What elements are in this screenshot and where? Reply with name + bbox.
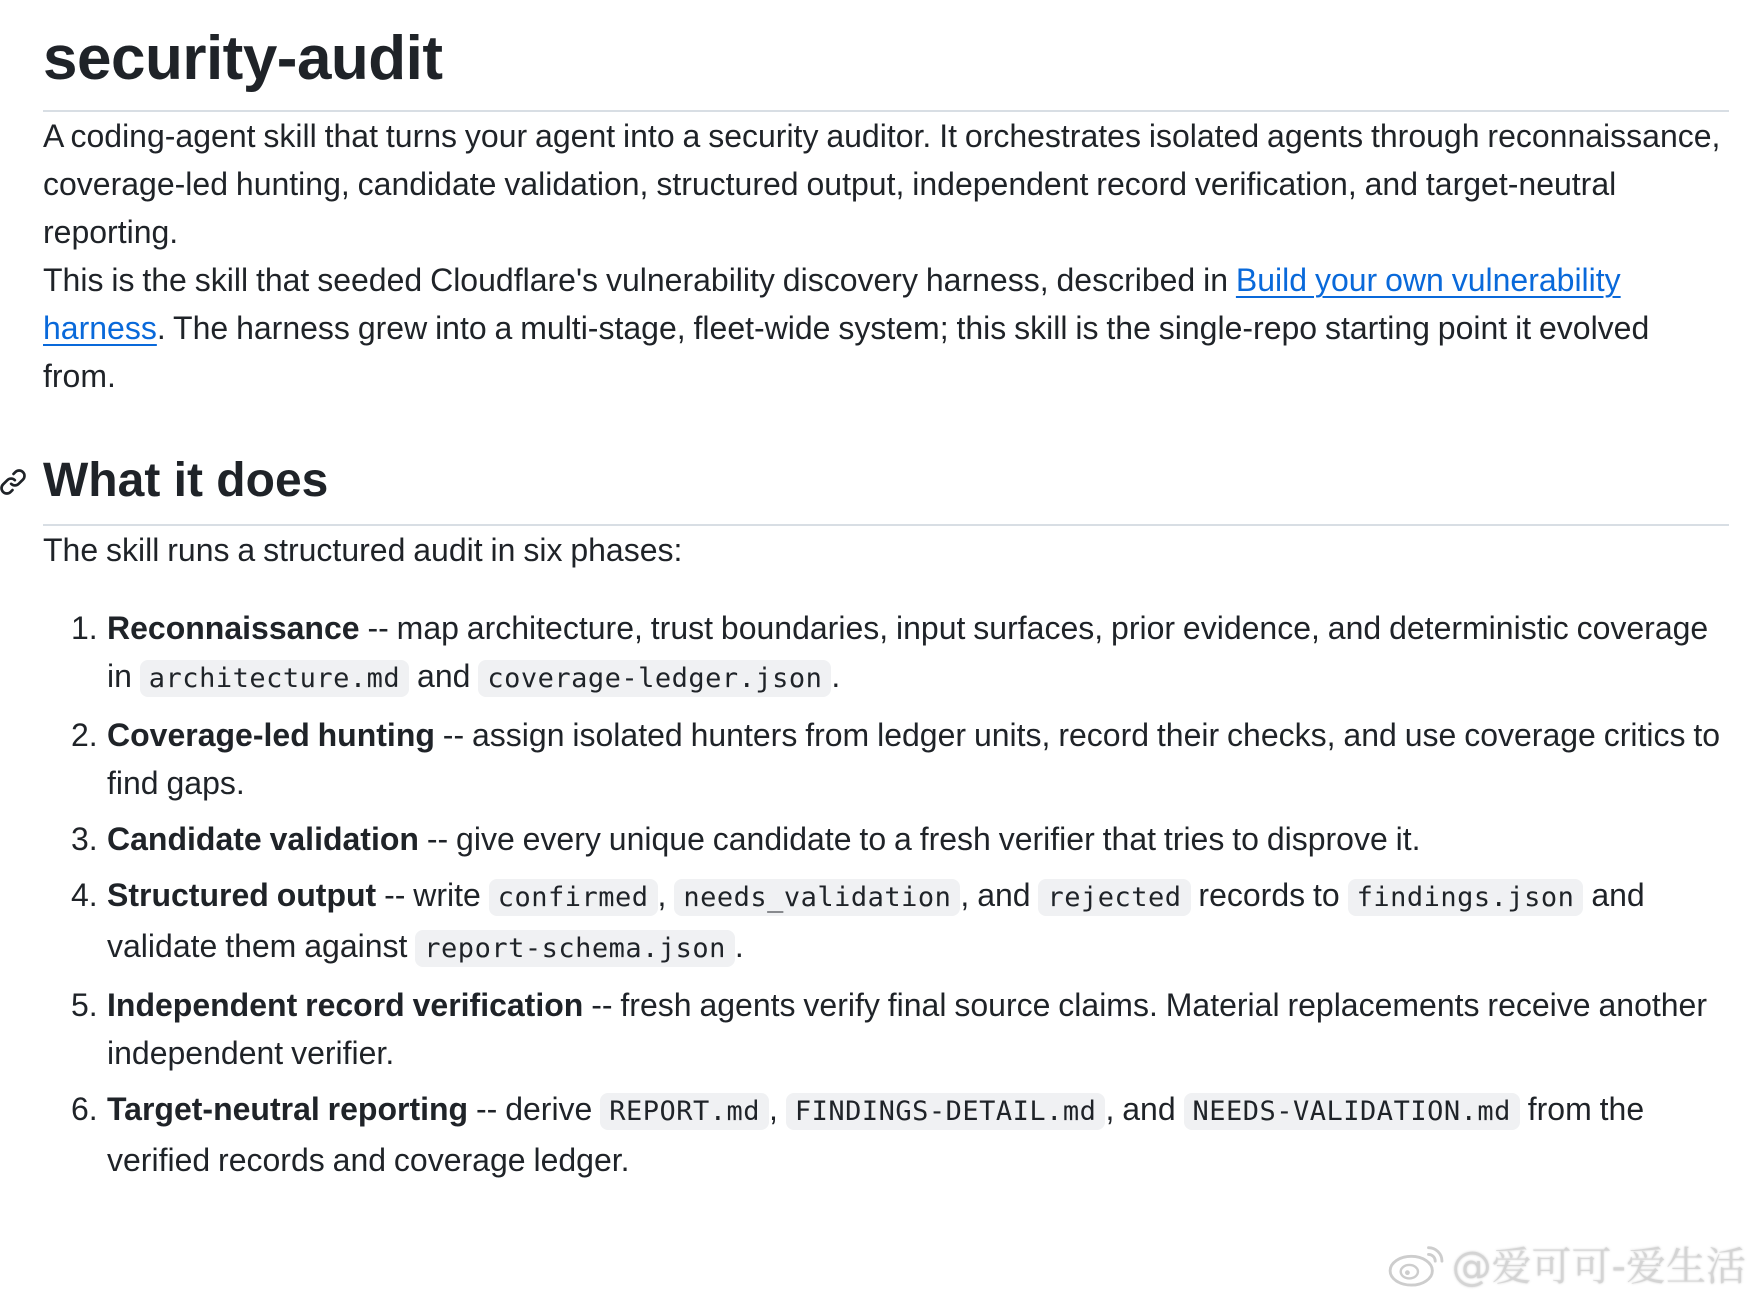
- watermark: [1386, 1235, 1746, 1292]
- inline-code: report-schema.json: [415, 930, 735, 967]
- list-number: 2.: [71, 716, 98, 753]
- origin-text-before: This is the skill that seeded Cloudflare's vulnerability discovery harness, described in: [43, 262, 1236, 299]
- inline-code: NEEDS-VALIDATION.md: [1184, 1093, 1520, 1130]
- list-number: 6.: [71, 1090, 98, 1127]
- readme-document: [43, 22, 1729, 1192]
- phase-text: -- derive: [468, 1090, 601, 1127]
- inline-code: architecture.md: [140, 660, 409, 697]
- list-item: [71, 815, 1729, 863]
- phase-name: Coverage-led hunting: [107, 716, 435, 753]
- watermark-text: @爱可可-爱生活: [1451, 1244, 1746, 1290]
- section-heading: [43, 452, 1729, 526]
- phase-text: ,: [657, 876, 675, 913]
- link-icon[interactable]: [0, 466, 29, 498]
- phase-name: Independent record verification: [107, 986, 584, 1023]
- list-number: 4.: [71, 876, 98, 913]
- phase-text: , and: [1105, 1090, 1184, 1127]
- section-title: What it does: [43, 454, 329, 508]
- inline-code: findings.json: [1348, 879, 1584, 916]
- list-item: [71, 1085, 1729, 1184]
- list-item: [71, 871, 1729, 973]
- inline-code: confirmed: [489, 879, 658, 916]
- weibo-logo-icon: [1386, 1240, 1448, 1288]
- phase-name: Reconnaissance: [107, 609, 360, 646]
- vulnerability-harness-link[interactable]: Build your own vulnerability harness: [43, 262, 1621, 347]
- phase-text: .: [831, 657, 841, 694]
- section-intro: The skill runs a structured audit in six phases:: [43, 531, 683, 568]
- phase-text: from the verified records and coverage ledger.: [107, 1090, 1645, 1178]
- inline-code: REPORT.md: [600, 1093, 769, 1130]
- phase-text: -- write: [376, 876, 489, 913]
- inline-code: FINDINGS-DETAIL.md: [786, 1093, 1106, 1130]
- list-number: 3.: [71, 820, 98, 857]
- phase-name: Candidate validation: [107, 820, 419, 857]
- page-title: security-audit: [43, 22, 1729, 112]
- phase-text: -- give every unique candidate to a fresh verifier that tries to disprove it.: [418, 820, 1421, 857]
- list-number: 1.: [71, 609, 98, 646]
- phase-text: records to: [1190, 876, 1348, 913]
- inline-code: coverage-ledger.json: [478, 660, 831, 697]
- inline-code: needs_validation: [674, 879, 960, 916]
- phase-text: ,: [769, 1090, 786, 1127]
- phase-text: , and: [960, 876, 1039, 913]
- phase-text: -- fresh agents verify final source claims. Material replacements receive another independent verifier.: [107, 986, 1707, 1071]
- phase-text: .: [734, 927, 744, 964]
- inline-code: rejected: [1038, 879, 1190, 916]
- intro-paragraph: A coding-agent skill that turns your agent into a security auditor. It orchestrates isolated agents through reconnaissance, coverage-led hunting, candidate validation, structured output, independent record verification, and target-neutral reporting.: [43, 118, 1721, 251]
- list-item: [71, 711, 1729, 807]
- phase-name: Structured output: [107, 876, 377, 913]
- phase-text: and validate them against: [107, 876, 1645, 964]
- phase-text: and: [409, 657, 479, 694]
- origin-paragraph: [43, 256, 1729, 400]
- list-number: 5.: [71, 986, 98, 1023]
- phase-name: Target-neutral reporting: [107, 1090, 469, 1127]
- list-item: [71, 981, 1729, 1077]
- phase-list: [43, 604, 1729, 1184]
- list-item: [71, 604, 1729, 703]
- phase-text: -- assign isolated hunters from ledger units, record their checks, and use coverage critics to find gaps.: [107, 716, 1721, 801]
- phase-text: -- map architecture, trust boundaries, input surfaces, prior evidence, and deterministic coverage in: [107, 609, 1709, 694]
- origin-text-after: . The harness grew into a multi-stage, fleet-wide system; this skill is the single-repo starting point it evolved from.: [43, 310, 1650, 395]
